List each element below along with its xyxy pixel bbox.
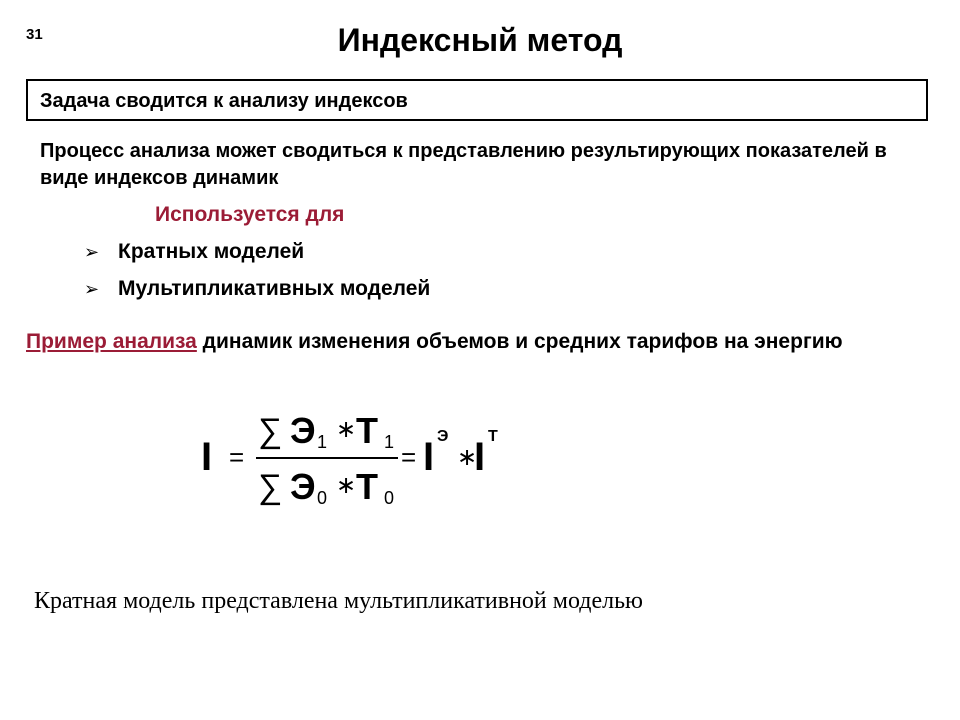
slide-title: Индексный метод [337,22,623,58]
denominator-sum-icon: ∑ [258,468,283,506]
list-item-label: Мультипликативных моделей [118,277,431,300]
models-list [84,238,430,312]
volume-index: I [423,435,435,479]
used-for-heading: Используется для [155,203,345,226]
example-link[interactable]: Пример анализа [26,330,197,353]
denominator-times: ∗ [336,472,357,499]
numerator-tariff: Т [356,410,378,451]
fraction-line [256,457,398,459]
denominator-volume: Э [290,466,316,507]
tariff-index: I [474,435,486,479]
volume-index-superscript: Э [437,428,449,445]
process-text: Процесс анализа может сводиться к представлению результирующих показателей в виде индексов динамик [40,140,887,189]
formula-lhs-index: I [201,435,213,479]
arrow-bullet-icon: ➢ [84,279,100,300]
numerator-volume: Э [290,410,316,451]
numerator-sum-icon: ∑ [258,412,283,450]
tariff-index-superscript: Т [488,428,498,445]
list-item-label: Кратных моделей [118,240,305,263]
numerator-volume-subscript: 1 [317,432,328,452]
example-text [26,327,926,357]
list-item [84,238,430,275]
example-description: динамик изменения объемов и средних тарифов на энергию [196,330,843,353]
slide-number: 31 [26,26,43,43]
denominator-tariff-subscript: 0 [384,488,395,508]
numerator-times: ∗ [336,416,357,443]
arrow-bullet-icon: ➢ [84,242,100,263]
formula-equals: = [229,442,245,472]
conclusion-text: Кратная модель представлена мультипликативной моделью [34,588,643,614]
formula-times: ∗ [457,444,478,471]
denominator-volume-subscript: 0 [317,488,328,508]
numerator-tariff-subscript: 1 [384,432,395,452]
denominator-tariff: Т [356,466,378,507]
task-box: Задача сводится к анализу индексов [26,79,928,121]
formula-equals-2: = [401,442,417,472]
list-item [84,275,430,312]
